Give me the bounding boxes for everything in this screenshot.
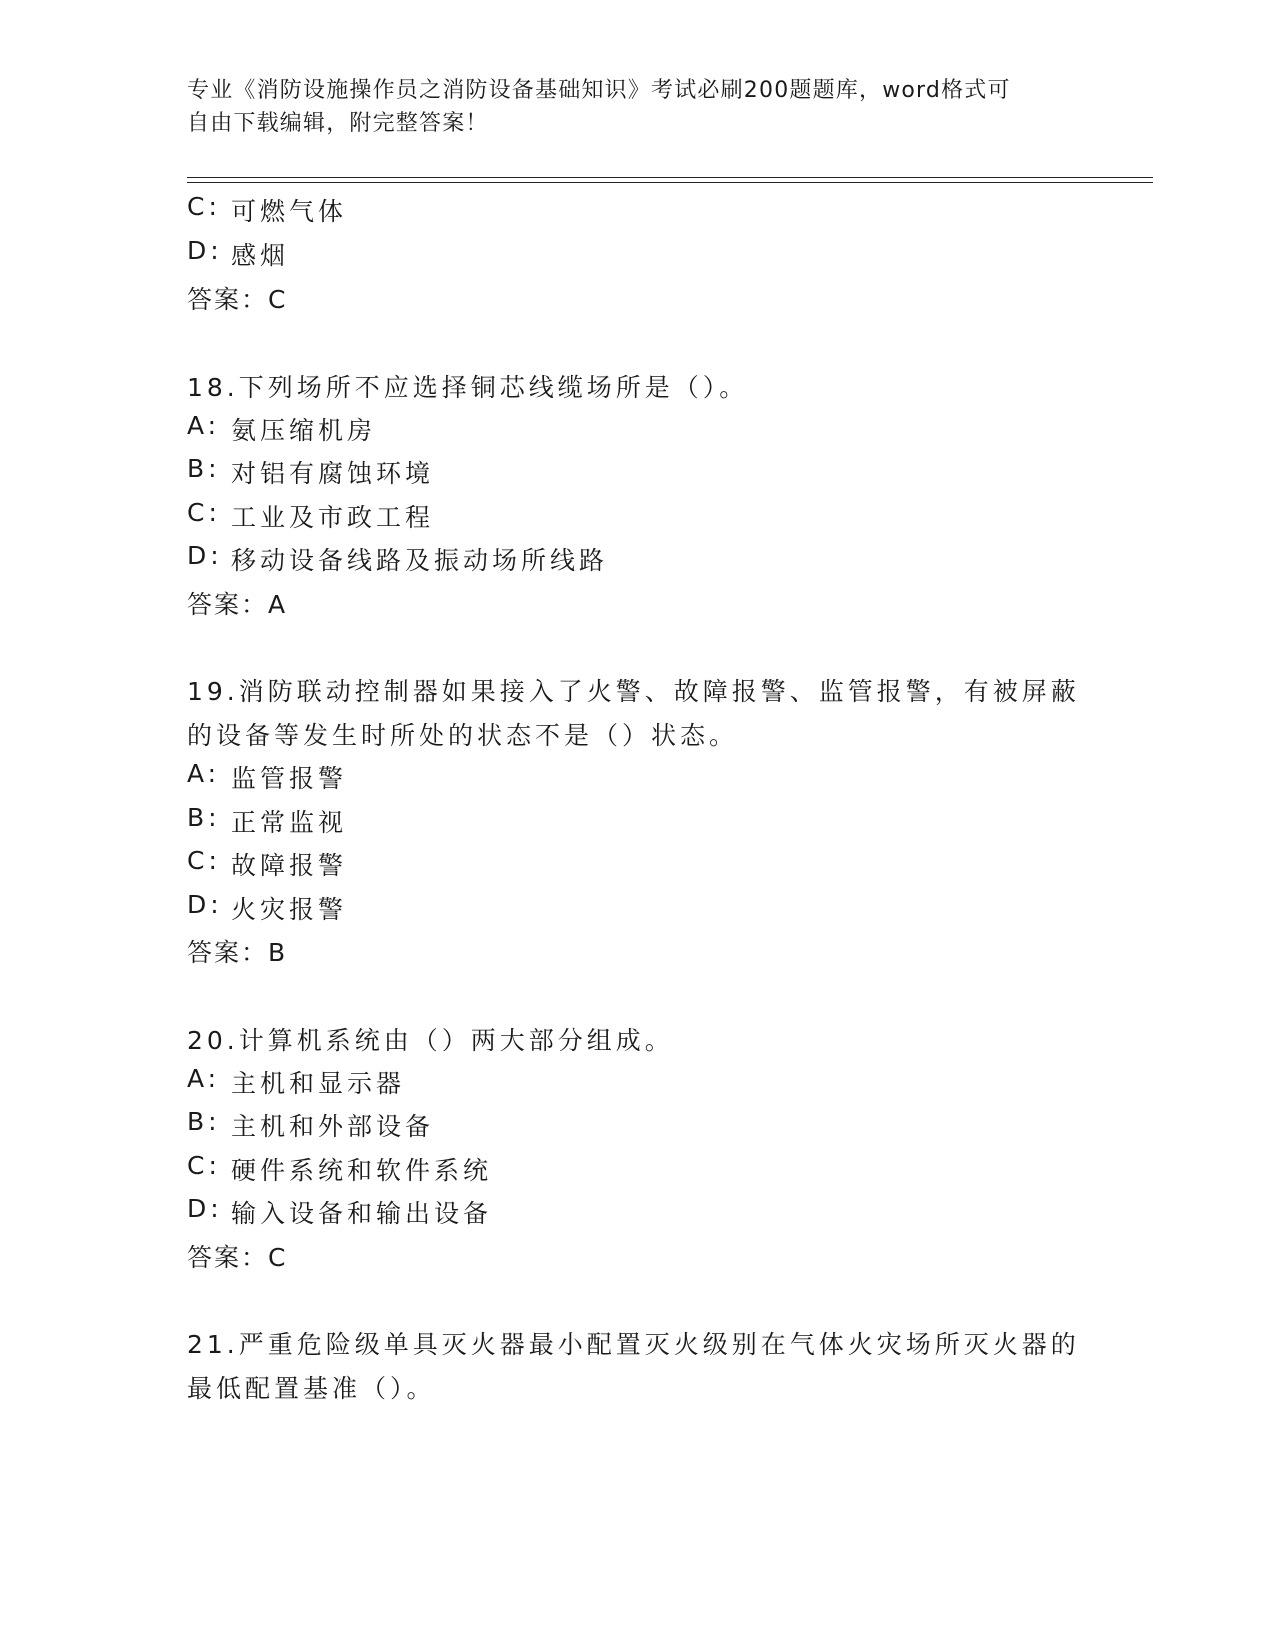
header-line-1: 专业《消防设施操作员之消防设备基础知识》考试必刷200题题库，word格式可 (187, 78, 1011, 103)
option-c (187, 498, 434, 534)
option-letter: C: (187, 1151, 221, 1180)
option-letter: D: (187, 541, 223, 570)
option-text: 故障报警 (231, 851, 348, 880)
option-letter: C: (187, 498, 221, 527)
option-a (187, 411, 376, 447)
option-text: 可燃气体 (231, 197, 348, 226)
question-stem: 21.严重危险级单具灭火器最小配置灭火级别在气体火灾场所灭火器的 (187, 1330, 1080, 1359)
option-b (187, 803, 347, 839)
question-stem-continued: 的设备等发生时所处的状态不是（）状态。 (187, 721, 739, 750)
option-letter: A: (187, 411, 221, 440)
header-divider-bottom (187, 182, 1153, 183)
option-b (187, 1107, 434, 1143)
question-stem-continued: 最低配置基准（）。 (187, 1374, 436, 1403)
answer-line: 答案：C (187, 1243, 288, 1272)
question-stem: 20.计算机系统由（）两大部分组成。 (187, 1026, 674, 1055)
option-text: 硬件系统和软件系统 (231, 1156, 493, 1185)
answer-line: 答案：A (187, 590, 288, 619)
option-text: 火灾报警 (231, 895, 348, 924)
option-text: 主机和显示器 (231, 1069, 406, 1098)
option-d (187, 541, 608, 577)
option-c (187, 846, 347, 882)
option-text: 对铝有腐蚀环境 (231, 459, 435, 488)
option-letter: C: (187, 192, 221, 221)
option-a (187, 1064, 405, 1100)
option-b (187, 454, 434, 490)
option-letter: A: (187, 1064, 221, 1093)
option-text: 主机和外部设备 (231, 1112, 435, 1141)
header-divider-top (187, 177, 1153, 178)
answer-line: 答案：B (187, 938, 288, 967)
option-text: 输入设备和输出设备 (231, 1199, 493, 1228)
option-text: 氨压缩机房 (231, 416, 377, 445)
option-letter: D: (187, 890, 223, 919)
option-d (187, 890, 347, 926)
question-stem: 19.消防联动控制器如果接入了火警、故障报警、监管报警，有被屏蔽 (187, 677, 1080, 706)
option-letter: D: (187, 236, 223, 265)
option-text: 感烟 (231, 241, 290, 270)
header-line-2: 自由下载编辑，附完整答案！ (187, 111, 489, 136)
option-d (187, 236, 289, 272)
option-letter: A: (187, 759, 221, 788)
option-letter: B: (187, 1107, 221, 1136)
option-letter: D: (187, 1194, 223, 1223)
option-c (187, 192, 347, 228)
option-text: 工业及市政工程 (231, 503, 435, 532)
option-letter: B: (187, 454, 221, 483)
option-a (187, 759, 347, 795)
answer-line: 答案：C (187, 285, 288, 314)
option-c (187, 1151, 492, 1187)
document-header (187, 74, 1067, 140)
option-letter: B: (187, 803, 221, 832)
option-d (187, 1194, 492, 1230)
option-text: 正常监视 (231, 808, 348, 837)
option-text: 移动设备线路及振动场所线路 (231, 546, 609, 575)
question-stem: 18.下列场所不应选择铜芯线缆场所是（）。 (187, 373, 749, 402)
option-text: 监管报警 (231, 764, 348, 793)
option-letter: C: (187, 846, 221, 875)
